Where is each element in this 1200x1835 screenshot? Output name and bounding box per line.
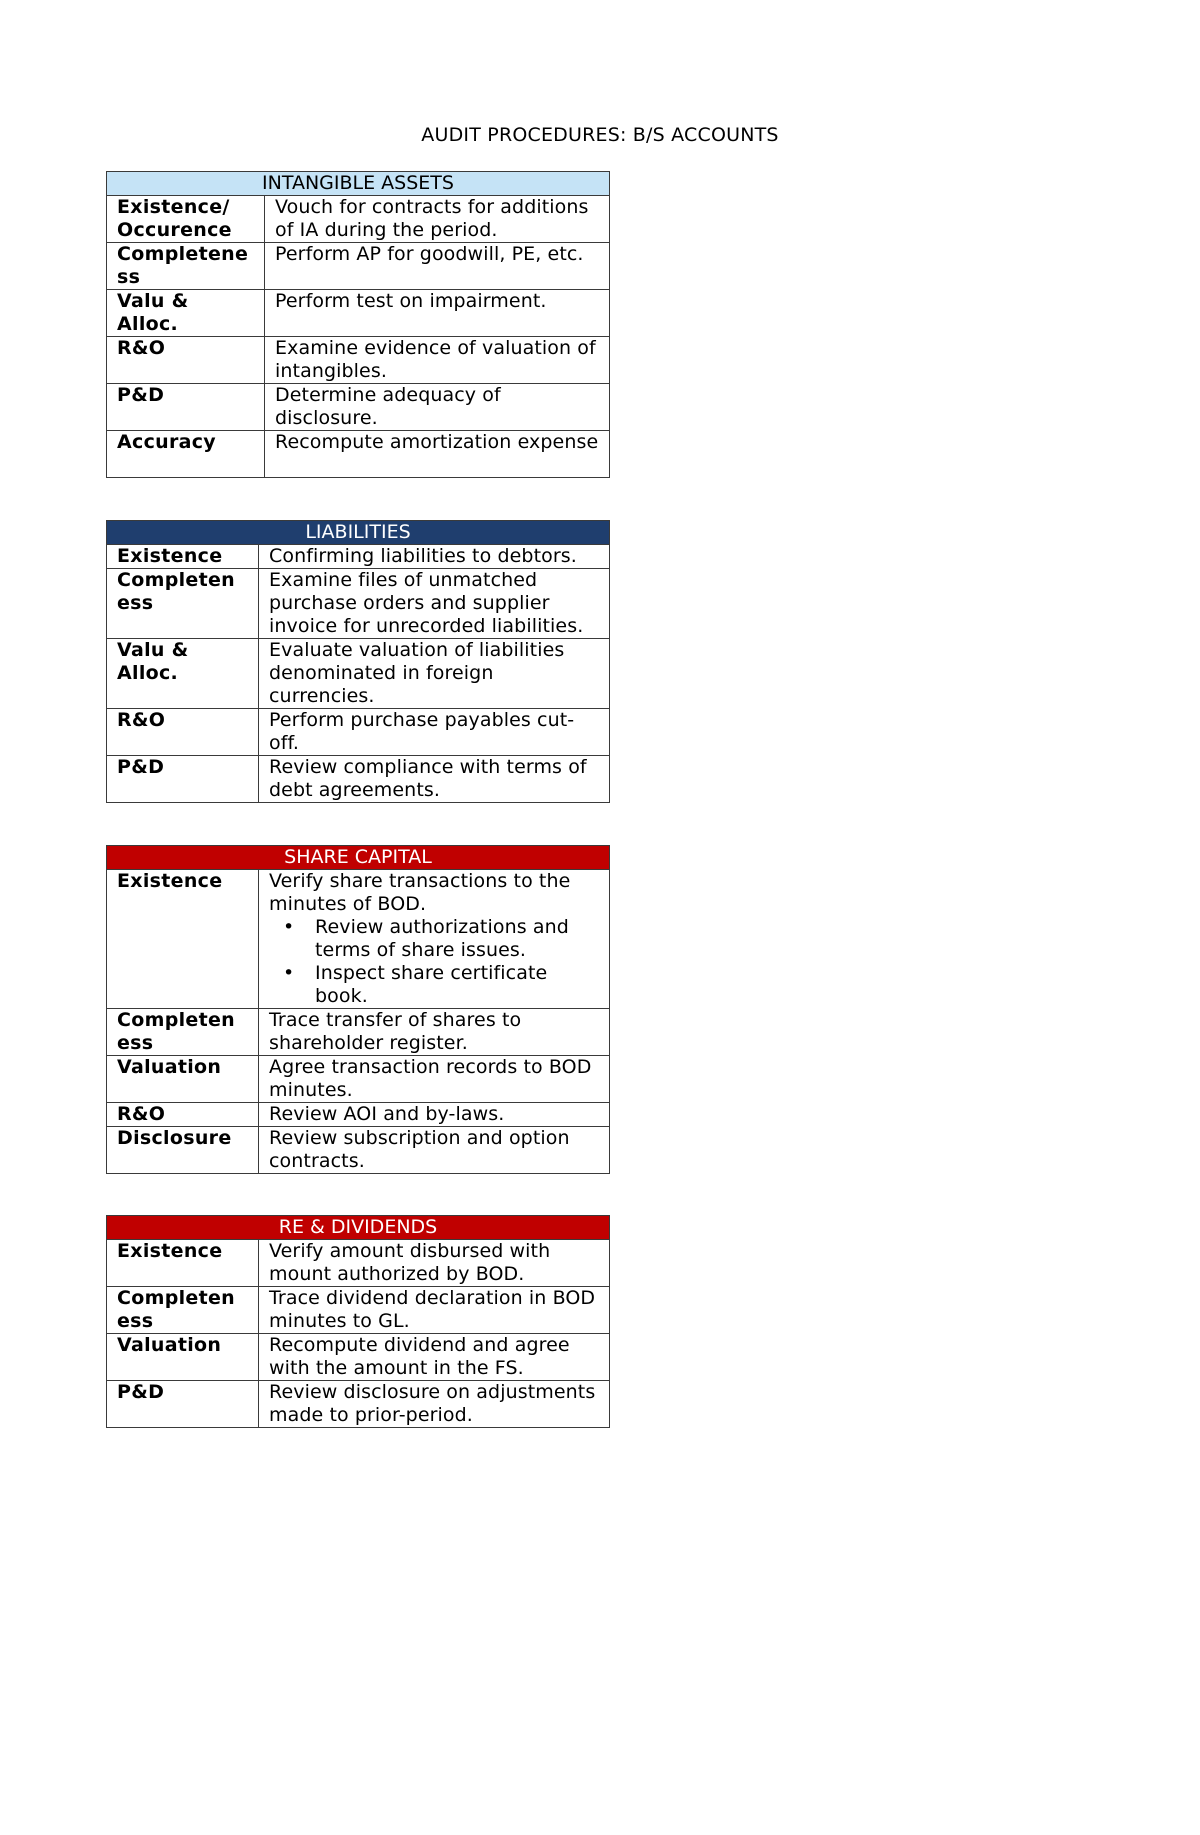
table-row xyxy=(107,870,610,1009)
procedure-cell: Review subscription and option contracts. xyxy=(259,1127,610,1174)
assertion-cell: Valuation xyxy=(107,1056,259,1103)
assertion-cell: Existence xyxy=(107,870,259,1009)
procedure-cell: Agree transaction records to BOD minutes. xyxy=(259,1056,610,1103)
share-capital-table xyxy=(106,845,610,1174)
table-row xyxy=(107,243,610,290)
list-item-text: Inspect share certificate book. xyxy=(315,962,548,1007)
bullet-icon: • xyxy=(283,962,295,984)
bullet-icon: • xyxy=(283,916,295,938)
table-row xyxy=(107,1127,610,1174)
list-item xyxy=(269,962,599,1008)
table-row xyxy=(107,1009,610,1056)
assertion-cell: Valuation xyxy=(107,1334,259,1381)
table-row xyxy=(107,639,610,709)
procedure-cell: Verify amount disbursed with mount authorized by BOD. xyxy=(259,1240,610,1287)
assertion-cell: Existence xyxy=(107,1240,259,1287)
re-dividends-header: RE & DIVIDENDS xyxy=(107,1216,610,1240)
assertion-cell: Valu & Alloc. xyxy=(107,639,259,709)
procedure-cell: Review disclosure on adjustments made to prior-period. xyxy=(259,1381,610,1428)
list-item xyxy=(269,916,599,962)
procedure-cell: Evaluate valuation of liabilities denominated in foreign currencies. xyxy=(259,639,610,709)
assertion-cell: Existence xyxy=(107,545,259,569)
table-row xyxy=(107,384,610,431)
table-row xyxy=(107,1056,610,1103)
table-row xyxy=(107,1103,610,1127)
assertion-cell: P&D xyxy=(107,756,259,803)
procedure-cell: Confirming liabilities to debtors. xyxy=(259,545,610,569)
table-row xyxy=(107,1287,610,1334)
procedure-cell xyxy=(259,870,610,1009)
intangible-assets-table xyxy=(106,171,610,478)
procedure-text: Verify share transactions to the minutes of BOD. xyxy=(269,870,571,915)
table-row xyxy=(107,569,610,639)
table-row xyxy=(107,431,610,478)
procedure-cell: Recompute amortization expense xyxy=(265,431,610,478)
table-row xyxy=(107,290,610,337)
procedure-cell: Trace dividend declaration in BOD minutes to GL. xyxy=(259,1287,610,1334)
assertion-cell: Completeness xyxy=(107,243,265,290)
procedure-cell: Vouch for contracts for additions of IA during the period. xyxy=(265,196,610,243)
assertion-cell: R&O xyxy=(107,1103,259,1127)
procedure-cell: Examine files of unmatched purchase orders and supplier invoice for unrecorded liabilities. xyxy=(259,569,610,639)
table-row xyxy=(107,756,610,803)
assertion-cell: Completeness xyxy=(107,569,259,639)
assertion-cell: Completeness xyxy=(107,1287,259,1334)
list-item-text: Review authorizations and terms of share issues. xyxy=(315,916,569,961)
procedure-cell: Perform purchase payables cut-off. xyxy=(259,709,610,756)
intangible-assets-header: INTANGIBLE ASSETS xyxy=(107,172,610,196)
procedure-cell: Trace transfer of shares to shareholder register. xyxy=(259,1009,610,1056)
procedure-cell: Perform AP for goodwill, PE, etc. xyxy=(265,243,610,290)
table-row xyxy=(107,1381,610,1428)
assertion-cell: P&D xyxy=(107,1381,259,1428)
re-dividends-table xyxy=(106,1215,610,1428)
procedure-cell: Examine evidence of valuation of intangibles. xyxy=(265,337,610,384)
assertion-cell: R&O xyxy=(107,709,259,756)
procedure-cell: Perform test on impairment. xyxy=(265,290,610,337)
liabilities-header: LIABILITIES xyxy=(107,521,610,545)
table-row xyxy=(107,337,610,384)
procedure-bullet-list xyxy=(269,916,599,1008)
table-row xyxy=(107,545,610,569)
liabilities-table xyxy=(106,520,610,803)
assertion-cell: Disclosure xyxy=(107,1127,259,1174)
share-capital-header: SHARE CAPITAL xyxy=(107,846,610,870)
assertion-cell: Valu & Alloc. xyxy=(107,290,265,337)
table-row xyxy=(107,196,610,243)
table-row xyxy=(107,1240,610,1287)
procedure-cell: Review compliance with terms of debt agreements. xyxy=(259,756,610,803)
assertion-cell: Completeness xyxy=(107,1009,259,1056)
page-title: AUDIT PROCEDURES: B/S ACCOUNTS xyxy=(421,124,779,146)
assertion-cell: R&O xyxy=(107,337,265,384)
table-row xyxy=(107,1334,610,1381)
procedure-cell: Review AOI and by-laws. xyxy=(259,1103,610,1127)
procedure-cell: Determine adequacy of disclosure. xyxy=(265,384,610,431)
procedure-cell: Recompute dividend and agree with the amount in the FS. xyxy=(259,1334,610,1381)
assertion-cell: Accuracy xyxy=(107,431,265,478)
table-row xyxy=(107,709,610,756)
assertion-cell: Existence/ Occurence xyxy=(107,196,265,243)
assertion-cell: P&D xyxy=(107,384,265,431)
